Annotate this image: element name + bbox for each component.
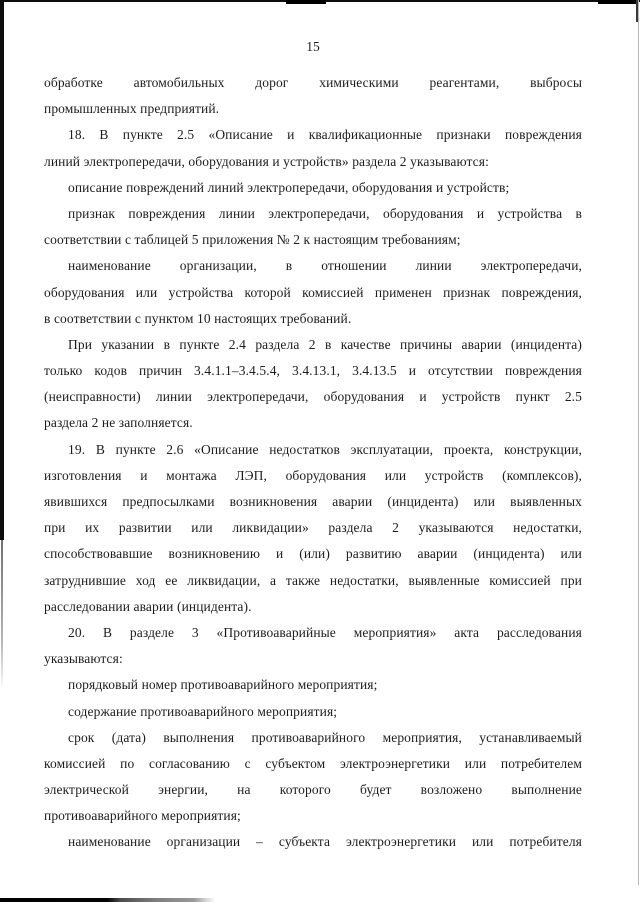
text-line: описание повреждений линий электропередачи, оборудования и устройств; — [68, 179, 510, 195]
text-line: срок (дата) выполнения противоаварийного мероприятия, устанавливаемый — [68, 729, 582, 745]
text-line: (неисправности) линии электропередачи, оборудования и устройств пункт 2.5 — [44, 389, 582, 405]
text-line: явившихся предпосылками возникновения аварии (инцидента) или выявленных — [44, 494, 582, 509]
document-body — [44, 70, 582, 856]
text-line: оборудования или устройства которой комиссией применен признак повреждения, — [44, 284, 582, 300]
text-line: 18. В пункте 2.5 «Описание и квалификационные признаки повреждения — [68, 127, 582, 143]
text-line: только кодов причин 3.4.1.1–3.4.5.4, 3.4.13.1, 3.4.13.5 и отсутствии повреждения — [44, 363, 582, 379]
text-line: указываются: — [44, 651, 123, 667]
text-line: наименование организации, в отношении линии электропередачи, — [68, 258, 582, 274]
text-line: затруднившие ход ее ликвидации, а также недостатки, выявленные комиссией при — [44, 572, 582, 588]
text-line: 20. В разделе 3 «Противоаварийные мероприятия» акта расследования — [68, 624, 582, 640]
text-line: раздела 2 не заполняется. — [44, 415, 193, 431]
page-number: 15 — [306, 39, 320, 54]
scan-smudge-bottom — [0, 898, 215, 902]
scan-edge-top-blob — [598, 0, 638, 4]
text-line: способствовавшие возникновению и (или) развитию аварии (инцидента) или — [44, 546, 582, 562]
text-line: содержание противоаварийного мероприятия; — [68, 703, 338, 719]
text-line: в соответствии с пунктом 10 настоящих требований. — [44, 310, 352, 326]
scan-edge-left — [0, 0, 4, 540]
text-line: противоаварийного мероприятия; — [44, 808, 241, 824]
text-line: изготовления и монтажа ЛЭП, оборудования или устройств (комплексов), — [44, 467, 582, 483]
text-line: при их развитии или ликвидации» раздела 2 указываются недостатки, — [44, 520, 582, 536]
text-line: промышленных предприятий. — [44, 101, 220, 117]
text-line: расследовании аварии (инцидента). — [44, 598, 252, 614]
text-line: наименование организации – субъекта электроэнергетики или потребителя — [68, 834, 582, 850]
scan-edge-right-tick — [636, 0, 638, 22]
text-line: электрической энергии, на которого будет возложено выполнение — [44, 782, 582, 798]
scan-edge-right — [638, 0, 639, 885]
text-line: соответствии с таблицей 5 приложения № 2 к настоящим требованиям; — [44, 232, 461, 248]
text-line: линий электропередачи, оборудования и устройств» раздела 2 указываются: — [44, 153, 489, 169]
scan-edge-top-blob — [286, 0, 326, 4]
text-line: При указании в пункте 2.4 раздела 2 в качестве причины аварии (инцидента) — [68, 336, 582, 352]
text-line: комиссией по согласованию с субъектом электроэнергетики или потребителем — [44, 755, 582, 771]
text-line: порядковый номер противоаварийного мероприятия; — [68, 677, 378, 693]
text-line: 19. В пункте 2.6 «Описание недостатков эксплуатации, проекта, конструкции, — [68, 441, 582, 457]
text-line: признак повреждения линии электропередачи, оборудования и устройства в — [68, 205, 582, 221]
text-line: обработке автомобильных дорог химическими реагентами, выбросы — [44, 75, 582, 90]
scan-edge-left-faint — [1, 540, 3, 690]
